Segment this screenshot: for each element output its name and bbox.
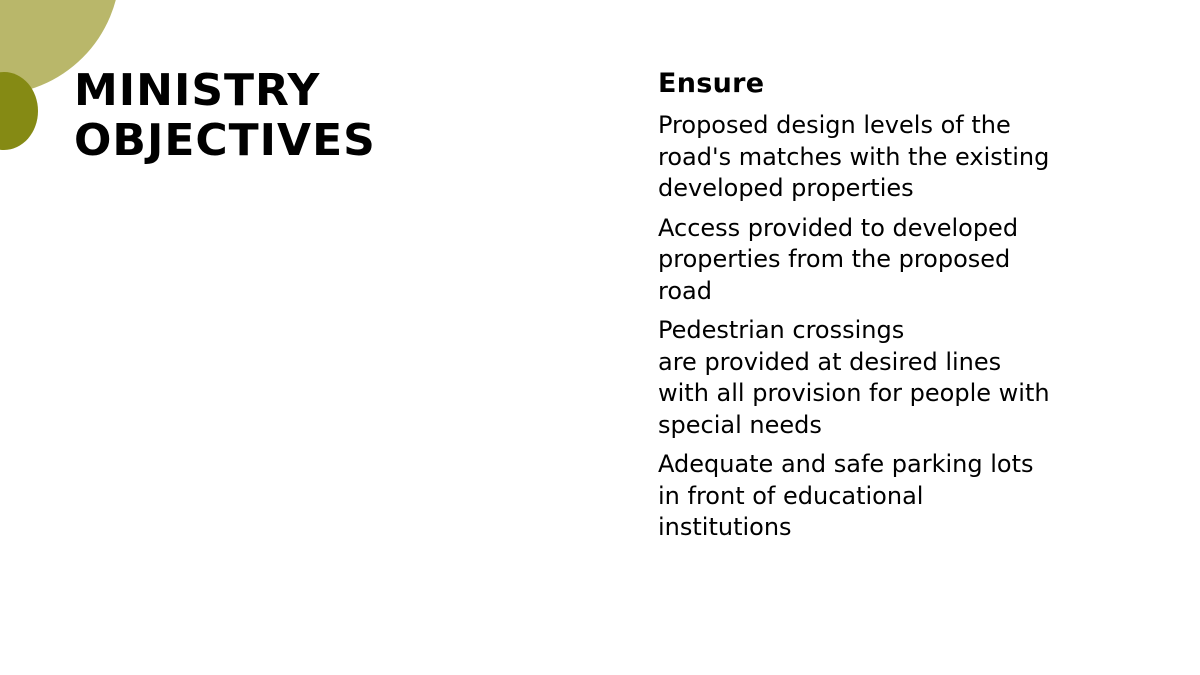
objective-item: Proposed design levels of the road's matches with the existing developed properties [658,111,1050,202]
objective-item: Access provided to developed properties from the proposed road [658,213,1019,305]
title-line-2: OBJECTIVES [74,115,376,166]
objectives-heading: Ensure [658,68,765,99]
objective-item: Pedestrian crossings are provided at desired lines with all provision for people with special needs [658,316,1050,439]
slide-title [74,66,554,166]
objective-item: Adequate and safe parking lots in front of educational institutions [658,450,1034,541]
objectives-content [658,66,1158,552]
objectives-list [658,110,1158,544]
title-line-1: MINISTRY [74,65,321,116]
